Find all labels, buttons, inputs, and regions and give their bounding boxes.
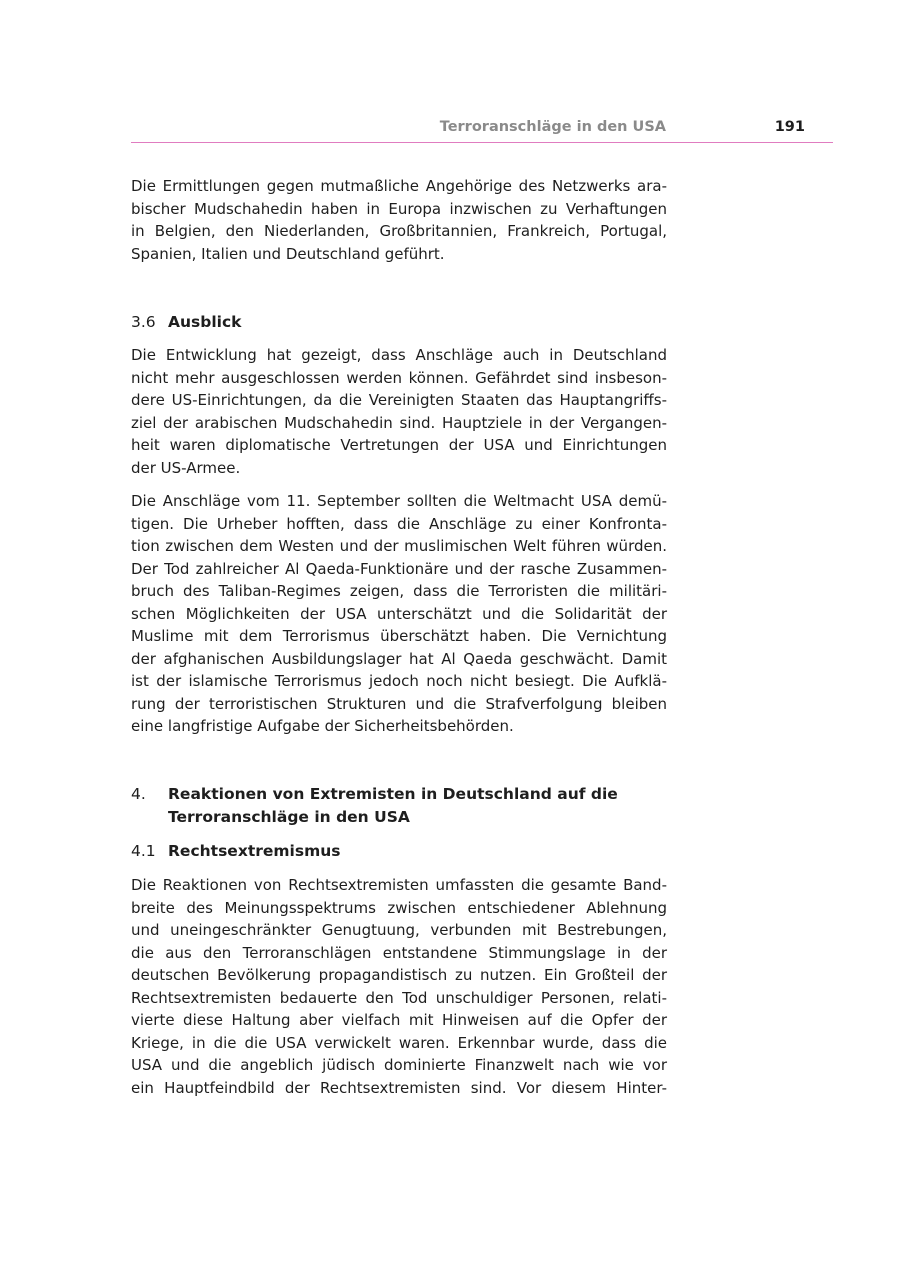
text-line: tion zwischen dem Westen und der muslimischen Welt führen würden. [131,537,667,555]
text-line: breite des Meinungsspektrums zwischen entschiedener Ablehnung [131,898,667,917]
text-line: bruch des Taliban-Regimes zeigen, dass die Terroristen die militäri- [131,582,667,600]
section-title: Reaktionen von Extremisten in Deutschland auf die [168,785,618,803]
text-line: dere US-Einrichtungen, da die Vereinigten Staaten das Hauptangriffs- [131,391,667,409]
text-line: heit waren diplomatische Vertretungen der USA und Einrichtungen [131,436,667,454]
text-line: Kriege, in die die USA verwickelt waren. Erkennbar wurde, dass die [131,1033,667,1052]
section-title-line: Terroranschläge in den USA [168,807,410,826]
text-line: in Belgien, den Niederlanden, Großbritannien, Frankreich, Portugal, [131,222,667,240]
section-heading-4 [131,783,618,828]
text-line: Rechtsextremisten bedauerte den Tod unschuldiger Personen, relati- [131,988,667,1007]
text-line: der US-Armee. [131,458,241,477]
text-line: Die Reaktionen von Rechtsextremisten umfassten die gesamte Band- [131,876,667,894]
text-line: schen Möglichkeiten der USA unterschätzt und die Solidarität der [131,604,667,623]
text-line: deutschen Bevölkerung propagandistisch zu nutzen. Ein Großteil der [131,966,667,984]
section-title-line [131,783,618,806]
text-line: der afghanischen Ausbildungslager hat Al Qaeda geschwächt. Damit [131,649,667,668]
running-header [131,116,833,143]
running-title: Terroranschläge in den USA [439,119,666,135]
page-number: 191 [774,119,805,135]
section-heading-3-6 [131,311,241,334]
text-line: vierte diese Haltung aber vielfach mit Hinweisen auf die Opfer der [131,1011,667,1029]
text-line: USA und die angeblich jüdisch dominierte Finanzwelt nach wie vor [131,1056,667,1074]
text-line: und uneingeschränkter Genugtuung, verbunden mit Bestrebungen, [131,921,667,939]
section-title: Rechtsextremismus [168,842,341,860]
section-number: 4. [131,785,146,803]
paragraph-2 [131,344,667,479]
text-line: ziel der arabischen Mudschahedin sind. Hauptziele in der Vergangen- [131,413,667,432]
text-line: Der Tod zahlreicher Al Qaeda-Funktionäre und der rasche Zusammen- [131,559,667,578]
section-number: 4.1 [131,842,156,860]
text-line: Die Ermittlungen gegen mutmaßliche Angehörige des Netzwerks ara- [131,177,667,195]
text-line: eine langfristige Aufgabe der Sicherheitsbehörden. [131,717,514,735]
text-line: die aus den Terroranschlägen entstandene Stimmungslage in der [131,943,667,962]
section-number: 3.6 [131,313,156,331]
text-line: ein Hauptfeindbild der Rechtsextremisten sind. Vor diesem Hinter- [131,1078,667,1097]
text-line: Die Anschläge vom 11. September sollten die Weltmacht USA demü- [131,492,667,510]
section-heading-4-1 [131,840,340,863]
paragraph-3 [131,490,667,738]
text-line: bischer Mudschahedin haben in Europa inzwischen zu Verhaftungen [131,199,667,218]
text-line: tigen. Die Urheber hofften, dass die Anschläge zu einer Konfronta- [131,514,667,533]
text-line: ist der islamische Terrorismus jedoch noch nicht besiegt. Die Aufklä- [131,672,667,690]
section-title: Ausblick [168,313,242,331]
text-line: Spanien, Italien und Deutschland geführt. [131,244,445,263]
text-line: Die Entwicklung hat gezeigt, dass Anschläge auch in Deutschland [131,346,667,364]
paragraph-1 [131,175,667,265]
text-line: rung der terroristischen Strukturen und die Strafverfolgung bleiben [131,694,667,713]
paragraph-4 [131,874,667,1099]
text-line: Muslime mit dem Terrorismus überschätzt haben. Die Vernichtung [131,627,667,645]
text-line: nicht mehr ausgeschlossen werden können. Gefährdet sind insbeson- [131,368,667,387]
